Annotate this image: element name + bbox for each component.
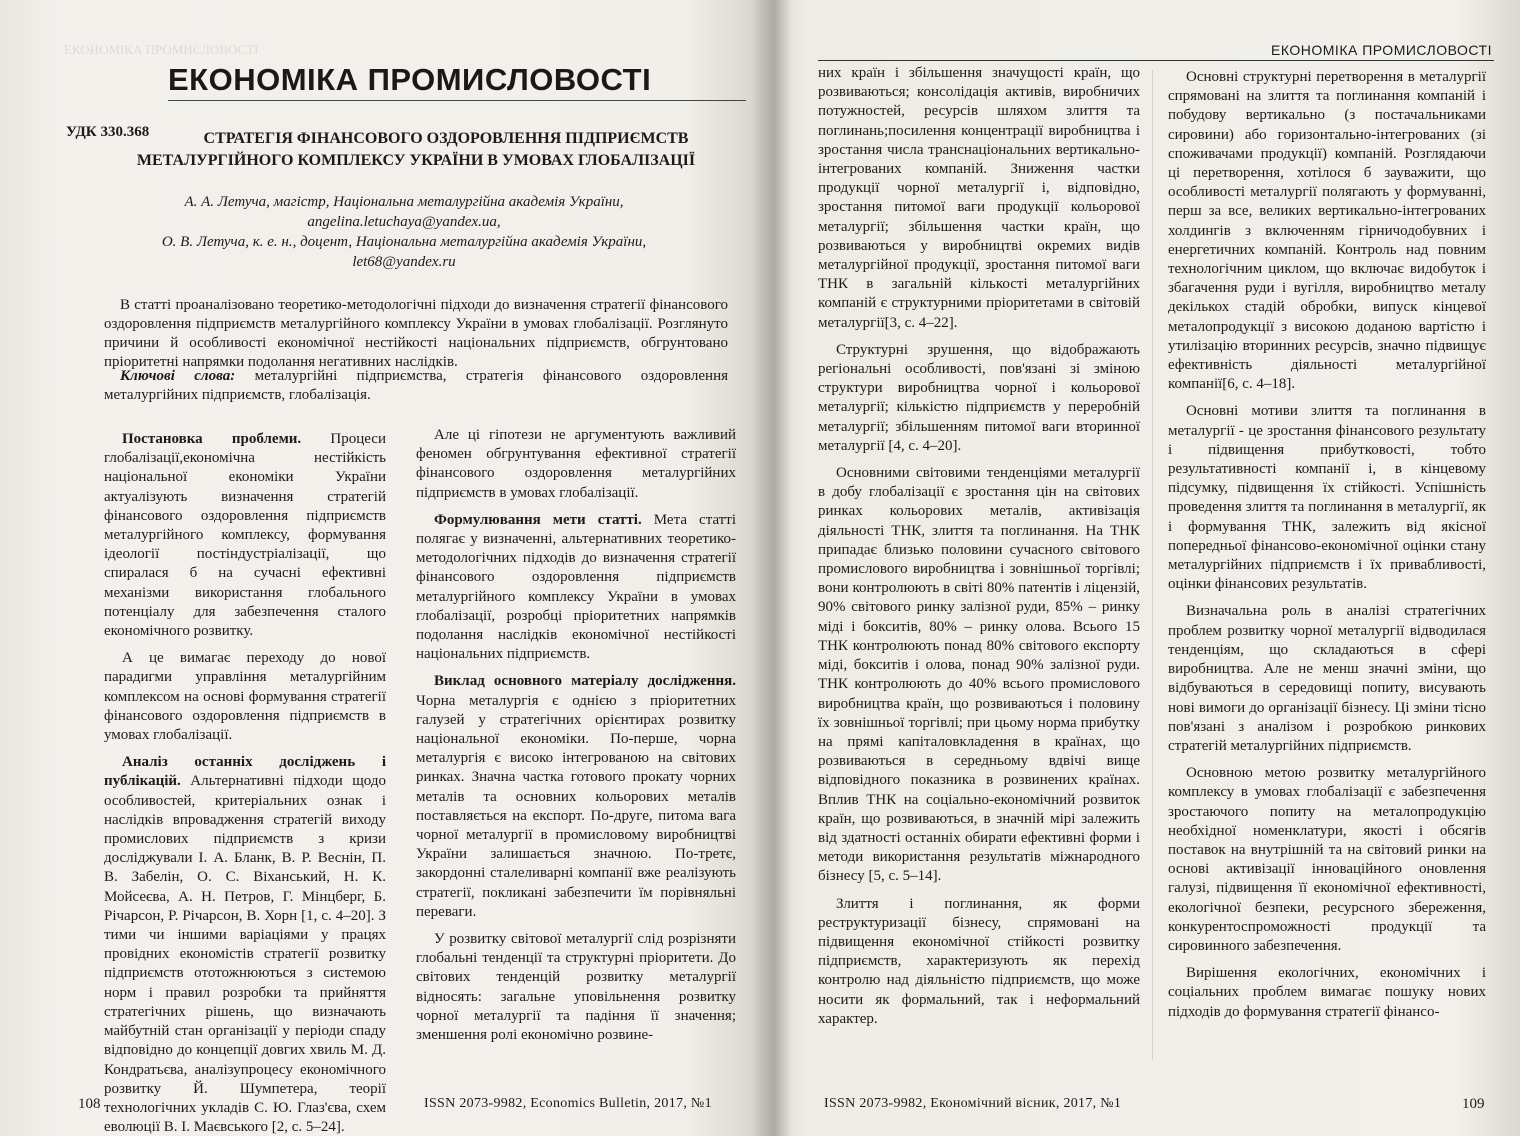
paragraph: Основними світовими тенденціями металургії в добу глобалізації є зростання цін на світових ринках кольорових металів, активізація діяльності ТНК, злиття та поглинання. На ТНК припадає близько половини сучасного світового промислового виробництва і зовнішньої торгівлі; вони контролюють в світі 80% патентів і ліцензій, 90% світового ринку залізної руди, 85% – ринку міді і бокситів, 80% – ринку олова. Всього 15 ТНК контролюють понад 80% світового експорту міді, бокситів і олова, понад 90% залізної руди. ТНК контролюють до 40% всього промислового виробництва країн, що розвиваються і половину їх зовнішньої торгівлі; при цьому норма прибутку на прямі капіталовкладення в країнах, що розвиваються в середньому вдвічі вище відповідного показника в розвинених країнах. Вплив ТНК на соціально-економічний розвиток країн, що розвиваються, в значній мірі залежить від здатності останніх обирати ефективні форми і методи використання результатів міжнародного бізнесу [5, с. 5–14]. <box>818 465 1140 885</box>
paragraph: Визначальна роль в аналізі стратегічних проблем розвитку чорної металургії відводилася тенденціям, що складаються в сфері виробництва. Але не менш значні зміни, що відбуваються в середовищі попиту, висувають нові вимоги до організації бізнесу. Ці зміни тісно пов'язані з аналізом і розробкою ринкових стратегій металургійних підприємств. <box>1168 603 1486 754</box>
show-through-text: ЕКОНОМІКА ПРОМИСЛОВОСТІ <box>64 42 259 57</box>
article-title-line-1: СТРАТЕГІЯ ФІНАНСОВОГО ОЗДОРОВЛЕННЯ ПІДПРИЄМСТВ <box>203 130 689 147</box>
section-heading: Виклад основного матеріалу дослідження. <box>434 673 736 690</box>
paragraph: Основною метою розвитку металургійного комплексу в умовах глобалізації є забезпечення зростаючого попиту на металопродукцію необхідної номенклатури, якості і обсягів поставок на внутрішній та на світовий ринки на основі активізації інноваційного оновлення галузі, підвищення її економічної ефективності, екологічної безпеки, ресурсного збереження, конкурентоспроможності продукції та сировинного забезпечення. <box>1168 765 1486 954</box>
author-1: А. А. Летуча, магістр, Національна металургійна академія України, <box>184 194 624 210</box>
author-2-email: let68@yandex.ru <box>352 254 456 270</box>
paragraph: Основні мотиви злиття та поглинання в металургії - це зростання фінансового результату і підвищення прибутковості, тобто результативності компанії і, в кінцевому підсумку, підвищення їх стійкості. Успішність проведення злиття та поглинання в металургії, як і формування ТНК, залежить від якісної попередньої фінансово-економічної оцінки стану металургійних підприємств і їх привабливості, оцінки фінансових результатів. <box>1168 403 1486 593</box>
column-divider <box>1152 70 1153 1060</box>
issn-footer: ISSN 2073-9982, Економічний вісник, 2017, №1 <box>824 1096 1122 1111</box>
author-1-email: angelina.letuchaya@yandex.ua, <box>307 214 501 230</box>
keywords-text: металургійні підприємства, стратегія фінансового оздоровлення металургійних підприємств, глобалізація. <box>104 368 728 403</box>
right-page <box>760 0 1520 1136</box>
right-page-column-2 <box>1168 68 1486 1022</box>
running-head-rule <box>818 60 1494 61</box>
paragraph: Мета статті полягає у визначенні, альтернативних теоретико-методологічних підходів до визначення стратегії фінансового оздоровлення підприємств металургійного комплексу України в умовах глобалізації, розробці пріоритетних напрямків подолання наслідків економічної нестійкості національних підприємств. <box>416 511 736 663</box>
paragraph: Але ці гіпотези не аргументують важливий феномен обгрунтування ефективної стратегії фінансового оздоровлення металургійних підприємств в умовах глобалізації. <box>416 427 736 501</box>
section-heading: Формулювання мети статті. <box>434 511 642 528</box>
article-title-line-2: МЕТАЛУРГІЙНОГО КОМПЛЕКСУ УКРАЇНИ В УМОВАХ ГЛОБАЛІЗАЦІЇ <box>136 152 696 169</box>
paragraph: Чорна металургія є однією з пріоритетних галузей у стратегічних орієнтирах розвитку національної економіки. По-перше, чорна металургія є високо інтегрованою на світових ринках. Значна частка готового прокату чорних металів та основних кольорових металів поставляється на експорт. По-друге, питома вага чорної металургії в промисловому виробництві України залишається значною. По-третє, закордонні сталеливарні компанії вже реалізують стратегії, покликані забезпечити їм порівняльні переваги. <box>416 692 736 920</box>
article-title <box>86 128 746 172</box>
paragraph: Процеси глобалізації,економічна нестійкість національної економіки України актуалізують визначення стратегій фінансового оздоровлення підприємств металургійного комплексу, формування ідеології постіндустріалізації, що спиралася б на сучасні ефективні механізми використання глобального потенціалу для забезпечення сталого економічного розвитку. <box>104 431 386 640</box>
authors-block <box>104 192 704 272</box>
keywords-label: Ключові слова: <box>120 368 236 384</box>
journal-title: ЕКОНОМІКА ПРОМИСЛОВОСТІ <box>168 62 652 97</box>
keywords <box>104 367 728 405</box>
paragraph: них країн і збільшення значущості країн, що розвиваються; консолідація активів, виробничих потужностей, ресурсів шляхом злиття та поглинань;посилення концентрації виробництва і зростання числа транснаціональних вертикально-інтегрованих компаній. Зниження частки продукції чорної металургії і, відповідно, зростання питомої ваги продукції кольорової металургії; збільшення частки країн, що розвиваються у виробництві окремих видів металургійної продукції, зростання питомої ваги ТНК в загальній кількості металургійних компаній є структурними пріоритетами в світовій металургії[3, с. 4–22]. <box>818 65 1140 331</box>
paragraph: У розвитку світової металургії слід розрізняти глобальні тенденції та структурні пріоритети. До світових тенденцій розвитку металургії відносять: загальне уповільнення розвитку чорної металургії та падіння її значення; зменшення ролі економічно розвине- <box>416 931 736 1044</box>
page-number: 108 <box>78 1096 101 1112</box>
left-page-column-2 <box>416 426 736 1045</box>
section-heading: Постановка проблеми. <box>122 431 302 447</box>
title-rule <box>168 100 746 101</box>
right-page-column-1 <box>818 64 1140 1029</box>
paragraph: А це вимагає переходу до нової парадигми управління металургійним комплексом на основі формування стратегії фінансового оздоровлення підприємств в умовах глобалізації. <box>104 650 386 744</box>
paragraph: Структурні зрушення, що відображають регіональні особливості, пов'язані зі зміною структури виробництва чорної і кольорової металургії; кількістю підприємств у переробній металургії; збільшенням питомої ваги вторинної металургії [4, с. 4–20]. <box>818 341 1140 454</box>
running-head: ЕКОНОМІКА ПРОМИСЛОВОСТІ <box>1271 42 1492 58</box>
paragraph: Альтернативні підходи щодо особливостей, критеріальних ознак і наслідків впровадження стратегій виходу промислових підприємств з кризи досліджували І. А. Бланк, В. Р. Веснін, П. В. Забелін, О. С. Віханський, Н. К. Мойсеєва, А. Н. Петров, Г. Мінцберг, Б. Річарсон, Р. Річарсон, В. Хорн [1, с. 4–20]. З тими чи іншими варіаціями у працях провідних економістів стратегії розвитку підприємств ототожнюються з системою норм і правил розробки та прийняття стратегічних рішень, що визначають майбутній стан організації у періоди спаду відповідно до концепції довгих хвиль М. Д. Кондратьєва, аналізупроцесу економічного розвитку Й. Шумпетера, теорії технологічних укладів С. Ю. Глаз'єва, схем еволюції В. І. Маєвського [2, с. 5–24]. <box>104 773 386 1136</box>
author-2: О. В. Летуча, к. е. н., доцент, Національна металургійна академія України, <box>161 234 647 250</box>
issn-footer: ISSN 2073-9982, Economics Bulletin, 2017, №1 <box>424 1096 712 1111</box>
section-heading: Аналіз останніх досліджень і публікацій. <box>104 754 386 790</box>
abstract: В статті проаналізовано теоретико-методологічні підходи до визначення стратегії фінансового оздоровлення підприємств металургійного комплексу України в умовах глобалізації. Розглянуто причини й особливості економічної нестійкості національних підприємств, обгрунтовано пріоритетні напрямки подолання негативних наслідків. <box>104 297 728 370</box>
udk-code: УДК 330.368 <box>66 124 150 140</box>
left-page-column-1 <box>104 430 386 1136</box>
page-number: 109 <box>1462 1096 1485 1112</box>
paragraph: Основні структурні перетворення в металургії спрямовані на злиття та поглинання компаній і побудову вертикально (з постачальниками сировини) або горизонтально-інтегрованих (зі споживачами продукції) компаній. Розглядаючи ці перетворення, хотілося б зауважити, що особливості металургії полягають у формуванні, перш за все, великих вертикально-інтегрованих холдингів з включенням гірничодобувних і енергетичних компаній. Контроль над повним технологічним циклом, що включає видобуток і збагачення руди і вугілля, виробництво металу декількох стадій обробки, випуск кінцевої металопродукції з високою доданою вартістю і утилізацію вторинних ресурсів, значно підвищує ефективність діяльності металургійної компанії[6, с. 4–18]. <box>1168 69 1486 393</box>
paragraph: Вирішення екологічних, економічних і соціальних проблем вимагає пошуку нових підходів до формування стратегії фінансо- <box>1168 965 1486 1020</box>
paragraph: Злиття і поглинання, як форми реструктуризації бізнесу, спрямовані на підвищення економічної стійкості розвитку підприємств, характеризують як перехід контролю над діяльністю підприємств, що може носити як формальний, так і неформальний характер. <box>818 895 1140 1027</box>
